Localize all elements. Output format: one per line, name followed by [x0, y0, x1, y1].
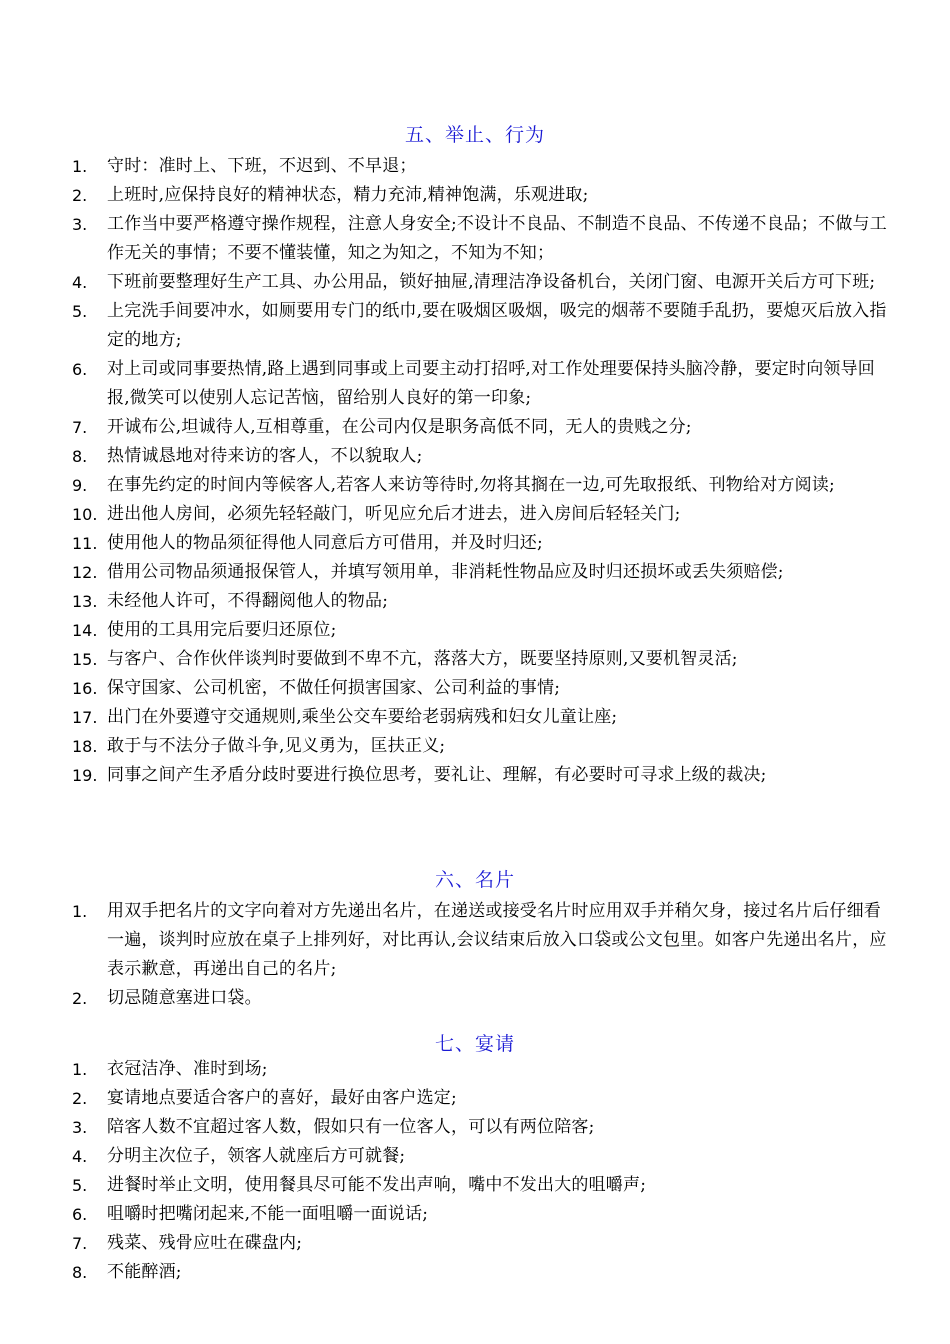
- list-item: [0, 529, 950, 558]
- section-heading-conduct: 五、举止、行为: [404, 124, 545, 146]
- item-number: 1.: [72, 902, 88, 921]
- item-text: 咀嚼时把嘴闭起来,不能一面咀嚼一面说话;: [107, 1204, 429, 1224]
- item-number: 7.: [72, 418, 88, 437]
- list-item: [0, 732, 950, 761]
- list-item: [0, 181, 950, 210]
- item-number: 7.: [72, 1234, 88, 1253]
- list-item: [0, 1200, 950, 1229]
- section-heading-banquet: 七、宴请: [434, 1033, 515, 1055]
- item-number: 9.: [72, 476, 88, 495]
- item-number: 12.: [72, 563, 98, 582]
- banquet-list: [0, 1055, 950, 1287]
- list-item: [0, 1113, 950, 1142]
- item-number: 6.: [72, 1205, 88, 1224]
- list-item: [0, 355, 950, 413]
- item-text: 用双手把名片的文字向着对方先递出名片，在递送或接受名片时应用双手并稍欠身，接过名片后仔细看一遍，谈判时应放在桌子上排列好，对比再认,会议结束后放入口袋或公文包里。如客户先递出名片，应表示歉意，再递出自己的名片;: [107, 901, 887, 979]
- item-number: 4.: [72, 1147, 88, 1166]
- item-number: 16.: [72, 679, 98, 698]
- item-text: 分明主次位子，领客人就座后方可就餐;: [107, 1146, 406, 1166]
- list-item: [0, 616, 950, 645]
- item-text: 下班前要整理好生产工具、办公用品，锁好抽屉,清理洁净设备机台，关闭门窗、电源开关后方可下班;: [107, 272, 876, 292]
- list-item: [0, 500, 950, 529]
- item-text: 上班时,应保持良好的精神状态，精力充沛,精神饱满，乐观进取;: [107, 185, 589, 205]
- item-text: 宴请地点要适合客户的喜好，最好由客户选定;: [107, 1088, 457, 1108]
- list-item: [0, 268, 950, 297]
- list-item: [0, 587, 950, 616]
- business-card-list: [0, 897, 950, 1013]
- item-text: 上完洗手间要冲水，如厕要用专门的纸巾,要在吸烟区吸烟，吸完的烟蒂不要随手乱扔，要熄灭后放入指定的地方;: [107, 301, 887, 350]
- item-text: 不能醉酒;: [107, 1262, 182, 1282]
- item-text: 使用他人的物品须征得他人同意后方可借用，并及时归还;: [107, 533, 543, 553]
- item-text: 敢于与不法分子做斗争,见义勇为，匡扶正义;: [107, 736, 446, 756]
- list-item: [0, 984, 950, 1013]
- item-number: 15.: [72, 650, 98, 669]
- list-item: [0, 645, 950, 674]
- item-text: 未经他人许可，不得翻阅他人的物品;: [107, 591, 389, 611]
- item-number: 18.: [72, 737, 98, 756]
- item-text: 在事先约定的时间内等候客人,若客人来访等待时,勿将其搁在一边,可先取报纸、刊物给对方阅读;: [107, 475, 835, 495]
- item-number: 4.: [72, 273, 88, 292]
- item-number: 13.: [72, 592, 98, 611]
- list-item: [0, 1142, 950, 1171]
- list-item: [0, 674, 950, 703]
- item-number: 10.: [72, 505, 98, 524]
- item-text: 守时：准时上、下班，不迟到、不早退；: [107, 156, 417, 176]
- item-number: 3.: [72, 215, 88, 234]
- list-item: [0, 1229, 950, 1258]
- section-heading-business-cards: 六、名片: [434, 869, 515, 891]
- list-item: [0, 152, 950, 181]
- list-item: [0, 1258, 950, 1287]
- item-number: 1.: [72, 1060, 88, 1079]
- item-text: 同事之间产生矛盾分歧时要进行换位思考，要礼让、理解，有必要时可寻求上级的裁决;: [107, 765, 767, 785]
- item-text: 进餐时举止文明，使用餐具尽可能不发出声响，嘴中不发出大的咀嚼声;: [107, 1175, 647, 1195]
- item-number: 5.: [72, 1176, 88, 1195]
- list-item: [0, 471, 950, 500]
- conduct-list: [0, 152, 950, 790]
- list-item: [0, 761, 950, 790]
- item-text: 热情诚恳地对待来访的客人，不以貌取人;: [107, 446, 423, 466]
- item-text: 对上司或同事要热情,路上遇到同事或上司要主动打招呼,对工作处理要保持头脑冷静，要定时向领导回报,微笑可以使别人忘记苦恼，留给别人良好的第一印象;: [107, 359, 876, 408]
- item-text: 保守国家、公司机密，不做任何损害国家、公司利益的事情;: [107, 678, 561, 698]
- item-text: 借用公司物品须通报保管人，并填写领用单，非消耗性物品应及时归还损坏或丢失须赔偿;: [107, 562, 784, 582]
- item-number: 1.: [72, 157, 88, 176]
- item-number: 2.: [72, 186, 88, 205]
- item-text: 开诚布公,坦诚待人,互相尊重，在公司内仅是职务高低不同，无人的贵贱之分;: [107, 417, 692, 437]
- item-text: 出门在外要遵守交通规则,乘坐公交车要给老弱病残和妇女儿童让座;: [107, 707, 618, 727]
- item-number: 8.: [72, 447, 88, 466]
- item-text: 与客户、合作伙伴谈判时要做到不卑不亢，落落大方，既要坚持原则,又要机智灵活;: [107, 649, 738, 669]
- list-item: [0, 1171, 950, 1200]
- item-number: 8.: [72, 1263, 88, 1282]
- item-number: 2.: [72, 989, 88, 1008]
- item-number: 19.: [72, 766, 98, 785]
- item-number: 5.: [72, 302, 88, 321]
- list-item: [0, 210, 950, 268]
- item-text: 陪客人数不宜超过客人数，假如只有一位客人，可以有两位陪客;: [107, 1117, 595, 1137]
- list-item: [0, 442, 950, 471]
- item-text: 进出他人房间，必须先轻轻敲门，听见应允后才进去，进入房间后轻轻关门;: [107, 504, 681, 524]
- item-number: 3.: [72, 1118, 88, 1137]
- item-number: 2.: [72, 1089, 88, 1108]
- item-text: 衣冠洁净、准时到场;: [107, 1059, 268, 1079]
- list-item: [0, 297, 950, 355]
- list-item: [0, 703, 950, 732]
- item-text: 残菜、残骨应吐在碟盘内;: [107, 1233, 303, 1253]
- list-item: [0, 897, 950, 984]
- list-item: [0, 1084, 950, 1113]
- item-text: 切忌随意塞进口袋。: [107, 988, 262, 1008]
- item-text: 使用的工具用完后要归还原位;: [107, 620, 337, 640]
- list-item: [0, 413, 950, 442]
- item-number: 11.: [72, 534, 98, 553]
- item-number: 17.: [72, 708, 98, 727]
- list-item: [0, 1055, 950, 1084]
- item-text: 工作当中要严格遵守操作规程，注意人身安全;不设计不良品、不制造不良品、不传递不良品；不做与工作无关的事情；不要不懂装懂，知之为知之，不知为不知；: [107, 214, 887, 263]
- item-number: 6.: [72, 360, 88, 379]
- item-number: 14.: [72, 621, 98, 640]
- list-item: [0, 558, 950, 587]
